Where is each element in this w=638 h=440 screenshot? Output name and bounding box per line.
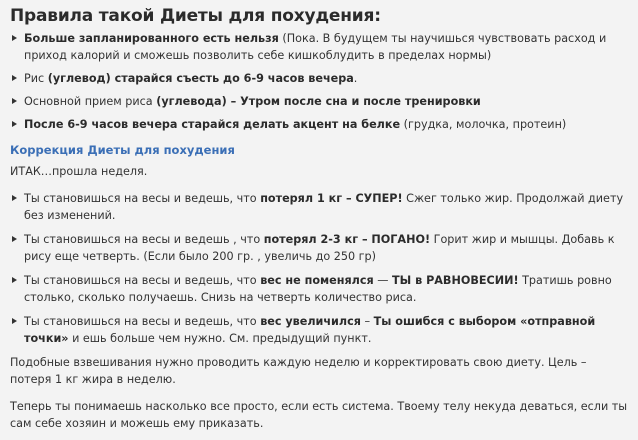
bold-text: После 6-9 часов вечера старайся делать акцент на белке (24, 118, 401, 131)
text: Ты становишься на весы и ведешь, что (24, 192, 261, 205)
bullet-arrow-icon (12, 236, 17, 242)
case-item (10, 231, 628, 265)
text: Горит жир и мышцы. Добавь к рису еще четверть. (Если было 200 гр. , увеличь до 250 гр) (24, 233, 615, 263)
bullet-arrow-icon (12, 75, 17, 81)
rule-item (10, 116, 628, 133)
paragraph-1: Подобные взвешивания нужно проводить каждую неделю и корректировать свою диету. Цель – потеря 1 кг жира в неделю. (10, 356, 587, 386)
rule-item (10, 30, 628, 64)
bullet-arrow-icon (12, 121, 17, 127)
text: – (360, 315, 374, 328)
text: Ты становишься на весы и ведешь, что (24, 315, 261, 328)
text: . (353, 72, 358, 85)
text: Рис (24, 72, 48, 85)
text: Сжег только жир. Продолжай диету без изменений. (24, 192, 624, 222)
bold-text: Больше запланированного есть нельзя (24, 32, 279, 45)
bullet-arrow-icon (12, 318, 17, 324)
bullet-arrow-icon (12, 277, 17, 283)
text: (Пока. В будущем ты научишься чувствовать расход и приход калорий и сможешь позволить себе кишкоблудить в пределах нормы) (24, 32, 607, 62)
text: (грудка, молочка, протеин) (400, 118, 567, 131)
text: Тратишь ровно столько, сколько получаешь. Снизь на четверть количество риса. (24, 274, 612, 304)
bold-text: вес увеличился (260, 315, 361, 328)
intro-text: ИТАК…прошла неделя. (10, 165, 148, 178)
paragraph-2: Теперь ты понимаешь насколько все просто, если есть система. Твоему телу некуда деваться, если ты сам себе хозяин и можешь ему приказать. (10, 400, 628, 430)
bold-text: потерял 2-3 кг – ПОГАНО! (263, 233, 431, 246)
text: Ты становишься на весы и ведешь , что (24, 233, 264, 246)
bullet-arrow-icon (12, 35, 17, 41)
cases-list (10, 190, 628, 347)
bullet-arrow-icon (12, 195, 17, 201)
bullet-arrow-icon (12, 98, 17, 104)
bold-text: ТЫ в РАВНОВЕСИИ! (391, 274, 519, 287)
case-item (10, 313, 628, 347)
rule-item (10, 93, 628, 110)
bold-text: (углевода) – Утром после сна и после тренировки (156, 95, 481, 108)
rule-item (10, 70, 628, 87)
bold-text: (углевод) старайся съесть до 6-9 часов вечера (47, 72, 354, 85)
section-heading: Коррекция Диеты для похудения (10, 143, 235, 157)
text: и ешь больше чем нужно. См. предыдущий пункт. (68, 332, 372, 345)
text: — (373, 274, 392, 287)
case-item (10, 272, 628, 306)
text: Ты становишься на весы и ведешь, что (24, 274, 261, 287)
text: Основной прием риса (24, 95, 157, 108)
page-title: Правила такой Диеты для похудения: (10, 6, 381, 26)
bold-text: вес не поменялся (260, 274, 374, 287)
bold-text: потерял 1 кг – СУПЕР! (260, 192, 403, 205)
rules-list (10, 30, 628, 133)
bold-text: Ты ошибся с выбором «отправной точки» (24, 315, 596, 345)
case-item (10, 190, 628, 224)
